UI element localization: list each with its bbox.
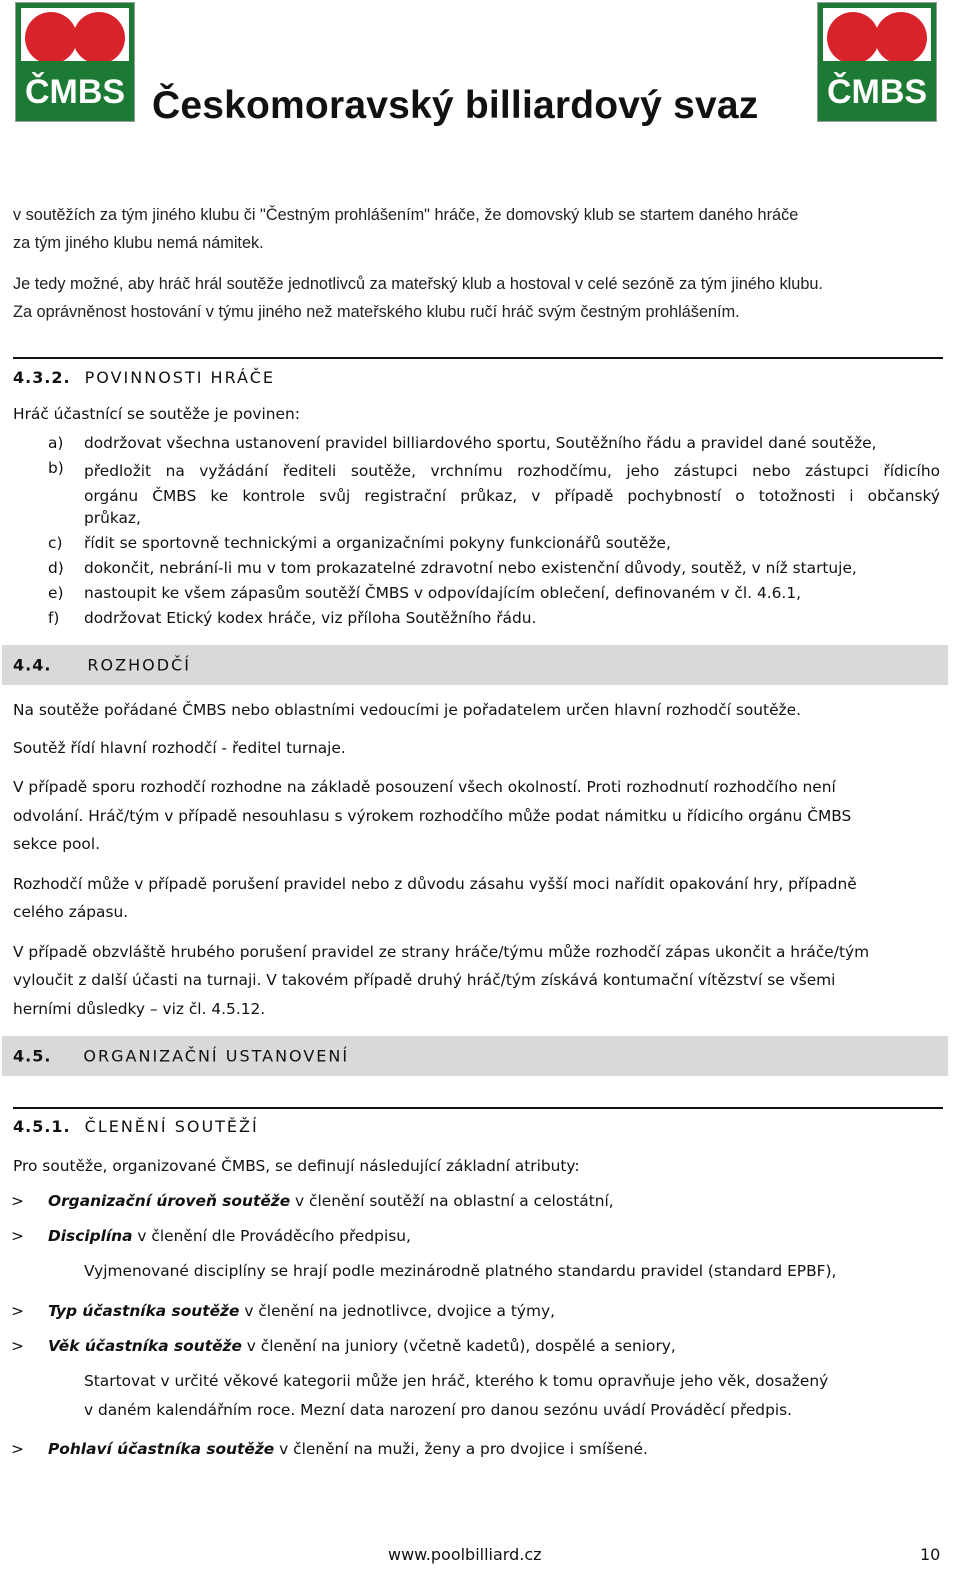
paragraph-line: V případě obzvláště hrubého porušení pravidel ze strany hráče/týmu může rozhodčí zápas ukončit a hráče/tým xyxy=(13,943,870,961)
section-heading-4-3-2 xyxy=(13,368,275,387)
list-marker: f) xyxy=(48,609,60,627)
term: Věk účastníka soutěže xyxy=(48,1337,242,1355)
section-lead: Pro soutěže, organizované ČMBS, se definují následující základní atributy: xyxy=(13,1157,580,1175)
section-lead: Hráč účastnící se soutěže je povinen: xyxy=(13,405,300,423)
list-text: řídit se sportovně technickými a organizačními pokyny funkcionářů soutěže, xyxy=(84,534,671,552)
section-rule xyxy=(13,357,943,359)
term-description: v členění dle Prováděcího předpisu, xyxy=(132,1227,411,1245)
term: Disciplína xyxy=(48,1227,133,1245)
list-text: průkaz, xyxy=(84,509,141,527)
section-heading-4-5 xyxy=(13,1047,349,1066)
section-title: POVINNOSTI HRÁČE xyxy=(84,368,275,387)
list-text: dodržovat všechna ustanovení pravidel billiardového sportu, Soutěžního řádu a pravidel dané soutěže, xyxy=(84,434,877,452)
list-marker: > xyxy=(11,1227,24,1245)
section-rule xyxy=(13,1107,943,1109)
term-description: v členění na muži, ženy a pro dvojice i smíšené. xyxy=(274,1440,648,1458)
logo-text: ČMBS xyxy=(826,73,928,111)
intro-line: za tým jiného klubu nemá námitek. xyxy=(13,234,264,252)
section-heading-4-4 xyxy=(13,656,191,675)
cmbs-logo-graphic xyxy=(16,3,134,121)
list-marker: > xyxy=(11,1337,24,1355)
paragraph-line: celého zápasu. xyxy=(13,903,129,921)
section-title: ORGANIZAČNÍ USTANOVENÍ xyxy=(83,1046,350,1066)
paragraph-line: odvolání. Hráč/tým v případě nesouhlasu s výrokem rozhodčího může podat námitku u řídicího orgánu ČMBS xyxy=(13,807,852,825)
section-band-4-4 xyxy=(2,645,948,685)
term-description: v členění na juniory (včetně kadetů), dospělé a seniory, xyxy=(241,1337,676,1355)
list-text: nastoupit ke všem zápasům soutěží ČMBS v odpovídajícím oblečení, definovaném v čl. 4.6.1, xyxy=(84,584,802,602)
cmbs-logo-graphic xyxy=(818,3,936,121)
term: Typ účastníka soutěže xyxy=(48,1302,240,1320)
list-text: dokončit, nebrání-li mu v tom prokazatelné zdravotní nebo existenční důvody, soutěž, v níž startuje, xyxy=(84,559,857,577)
section-title: ROZHODČÍ xyxy=(87,655,191,675)
note-text: v daném kalendářním roce. Mezní data narození pro danou sezónu uvádí Prováděcí předpis. xyxy=(84,1401,793,1419)
page-number: 10 xyxy=(920,1545,941,1564)
term: Organizační úroveň soutěže xyxy=(48,1192,291,1210)
paragraph-line: vyloučit z další účasti na turnaji. V takovém případě druhý hráč/tým získává kontumační vítězství se všemi xyxy=(13,971,836,989)
list-marker: > xyxy=(11,1302,24,1320)
footer-url[interactable]: www.poolbilliard.cz xyxy=(388,1545,542,1564)
paragraph: Soutěž řídí hlavní rozhodčí - ředitel turnaje. xyxy=(13,739,346,757)
paragraph-line: Rozhodčí může v případě porušení pravidel nebo z důvodu zásahu vyšší moci nařídit opakování hry, případně xyxy=(13,875,857,893)
paragraph: Na soutěže pořádané ČMBS nebo oblastními vedoucími je pořadatelem určen hlavní rozhodčí soutěže. xyxy=(13,701,801,719)
section-number: 4.5.1. xyxy=(13,1117,71,1136)
section-heading-4-5-1 xyxy=(13,1117,259,1136)
term: Pohlaví účastníka soutěže xyxy=(48,1440,275,1458)
section-band-4-5 xyxy=(2,1036,948,1076)
note-text: Vyjmenované disciplíny se hrají podle mezinárodně platného standardu pravidel (standard EPBF), xyxy=(84,1262,837,1280)
list-marker: a) xyxy=(48,434,64,452)
list-marker: d) xyxy=(48,559,64,577)
term-description: v členění soutěží na oblastní a celostátní, xyxy=(290,1192,614,1210)
section-number: 4.5. xyxy=(13,1046,52,1066)
cmbs-logo-left xyxy=(15,2,135,122)
list-marker: > xyxy=(11,1192,24,1210)
list-marker: b) xyxy=(48,459,64,477)
paragraph-line: V případě sporu rozhodčí rozhodne na základě posouzení všech okolností. Proti rozhodnutí rozhodčího není xyxy=(13,778,836,796)
section-number: 4.3.2. xyxy=(13,368,71,387)
term-description: v členění na jednotlivce, dvojice a týmy, xyxy=(239,1302,555,1320)
list-marker: > xyxy=(11,1440,24,1458)
section-title: ČLENĚNÍ SOUTĚŽÍ xyxy=(84,1117,259,1136)
list-marker: c) xyxy=(48,534,63,552)
paragraph-line: sekce pool. xyxy=(13,835,100,853)
logo-text: ČMBS xyxy=(24,73,126,111)
section-number: 4.4. xyxy=(13,655,52,675)
intro-line: Za oprávněnost hostování v týmu jiného než mateřského klubu ručí hráč svým čestným prohlášením. xyxy=(13,303,740,321)
list-text-justified: předložit na vyžádání řediteli soutěže, vrchnímu rozhodčímu, jeho zástupci nebo zástupci řídicího xyxy=(84,462,940,480)
list-marker: e) xyxy=(48,584,64,602)
intro-line: Je tedy možné, aby hráč hrál soutěže jednotlivců za mateřský klub a hostoval v celé sezóně za tým jiného klubu. xyxy=(13,275,823,293)
list-text-justified: orgánu ČMBS ke kontrole svůj registrační průkaz, v případě pochybností o totožnosti i občanský xyxy=(84,487,940,505)
note-text: Startovat v určité věkové kategorii může jen hráč, kterého k tomu opravňuje jeho věk, dosažený xyxy=(84,1372,829,1390)
intro-line: v soutěžích za tým jiného klubu či "Čestným prohlášením" hráče, že domovský klub se startem daného hráče xyxy=(13,206,799,224)
list-text: dodržovat Etický kodex hráče, viz příloha Soutěžního řádu. xyxy=(84,609,537,627)
brand-title: Českomoravský billiardový svaz xyxy=(152,84,759,127)
cmbs-logo-right xyxy=(817,2,937,122)
paragraph-line: herními důsledky – viz čl. 4.5.12. xyxy=(13,1000,266,1018)
